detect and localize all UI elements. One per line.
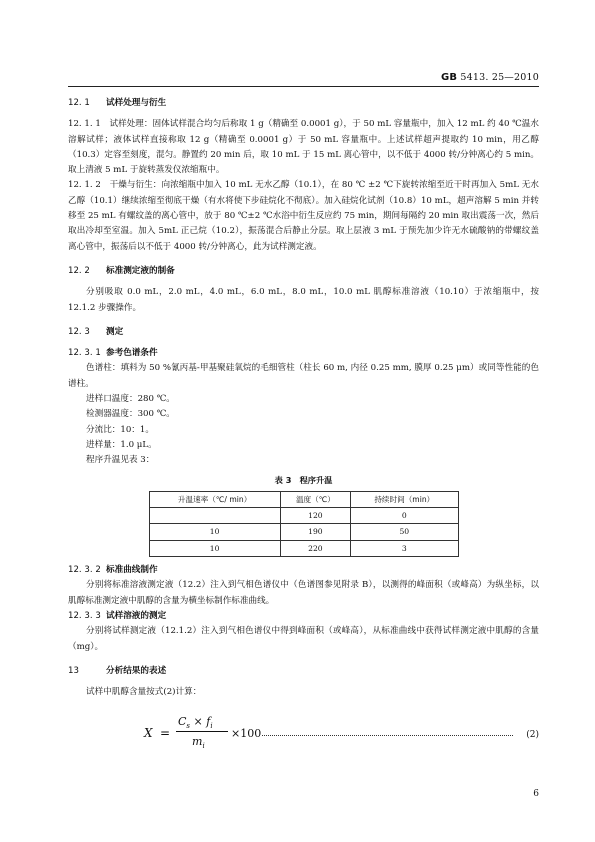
formula-equals: = xyxy=(160,726,171,741)
page-number: 6 xyxy=(533,789,539,799)
section-13-heading xyxy=(68,664,539,679)
formula-f-sub: i xyxy=(210,722,213,731)
formula-c-sub: s xyxy=(186,722,191,731)
injection-volume-text: 进样量：1.0 μL。 xyxy=(86,439,157,450)
section-title: 测定 xyxy=(106,326,124,337)
table-header-cell: 持续时间（min） xyxy=(351,491,458,507)
table-cell: 190 xyxy=(280,524,350,540)
section-title: 标准曲线制作 xyxy=(106,565,158,576)
section-12-3-3-text: 分别将试样测定液（12.1.2）注入到气相色谱仪中得到峰面积（或峰高），从标准曲线中获得试样测定液中肌醇的含量（mg）。 xyxy=(68,626,539,652)
document-body xyxy=(68,96,539,760)
section-title: 试样溶液的测定 xyxy=(106,610,167,621)
inlet-temp-text: 进样口温度：280 ℃。 xyxy=(86,394,175,405)
formula-denominator xyxy=(192,734,205,754)
standard-number: 5413. 25—2010 xyxy=(460,72,539,83)
section-number: 12. 2 xyxy=(68,265,90,276)
formula-times: × xyxy=(193,715,203,729)
section-number: 12. 3. 3 xyxy=(68,610,101,621)
section-12-1-2-text: 12. 1. 2 干燥与衍生：向浓缩瓶中加入 10 mL 无水乙醇（10.1），在 80 ℃ ±2 ℃下旋转浓缩至近干时再加入 5mL 无水乙醇（10.1）继续浓缩至彻底干燥（有水将使下步硅烷化不彻底）。加入硅烷化试剂（10.8）10 mL，超声溶解 5 min 并转移至 25 mL 有螺纹盖的离心管中，放于 80 ℃±2 ℃水浴中衍生反应约 75 min，期间每隔约 20 min 取出震荡一次，然后取出冷却至室温。加入 5mL 正己烷（10.2），振荡混合后静止分层。取上层液 3 mL 于预先加少许无水硫酸钠的带螺纹盖离心管中，振荡后以不低于 4000 转/分钟离心，此为试样测定液。 xyxy=(68,180,539,252)
formula-lhs: X xyxy=(144,726,153,741)
table-cell: 10 xyxy=(149,540,280,556)
section-12-3-heading xyxy=(68,325,539,340)
table-cell: 220 xyxy=(280,540,350,556)
temperature-program-table xyxy=(149,491,459,557)
formula-m: m xyxy=(192,735,203,749)
table-3-caption: 表 3 程序升温 xyxy=(274,474,333,485)
section-number: 12. 3 xyxy=(68,326,90,337)
formula-factor: ×100 xyxy=(231,727,262,741)
standard-prefix: GB xyxy=(440,72,458,83)
formula-f: f xyxy=(206,715,211,729)
section-12-2-heading xyxy=(68,264,539,279)
section-title: 分析结果的表述 xyxy=(106,665,167,676)
detector-temp-text: 检测器温度：300 ℃。 xyxy=(86,409,175,420)
section-number: 12. 1 xyxy=(68,98,90,108)
table-cell: 0 xyxy=(351,508,458,524)
table-cell xyxy=(149,508,280,524)
section-title: 标准测定液的制备 xyxy=(106,265,175,276)
formula-m-sub: i xyxy=(202,742,205,751)
section-title: 试样处理与衍生 xyxy=(106,98,167,108)
section-12-2-text: 分别吸取 0.0 mL，2.0 mL，4.0 mL，6.0 mL，8.0 mL，10.0 mL 肌醇标准溶液（10.10）于浓缩瓶中，按 12.1.2 步骤操作。 xyxy=(68,287,539,313)
gc-column-text: 色谱柱：填料为 50 %氰丙基-甲基聚硅氧烷的毛细管柱（柱长 60 m, 内径 0.25 mm, 膜厚 0.25 μm）或同等性能的色谱柱。 xyxy=(68,363,539,389)
table-cell: 10 xyxy=(149,524,280,540)
formula-2 xyxy=(68,704,539,760)
section-number: 12. 3. 2 xyxy=(68,565,101,576)
table-row xyxy=(149,508,458,524)
split-ratio-text: 分流比：10：1。 xyxy=(86,424,154,435)
section-12-3-3-heading xyxy=(68,609,539,624)
section-12-3-2-text: 分别将标准溶液测定液（12.2）注入到气相色谱仪中（色谱图参见附录 B），以测得的峰面积（或峰高）为纵坐标，以肌醇标准测定液中肌醇的含量为横坐标制作标准曲线。 xyxy=(68,580,539,606)
table-header-row xyxy=(149,491,458,507)
table-header-cell: 温度（℃） xyxy=(280,491,350,507)
section-number: 13 xyxy=(68,665,79,676)
formula-number: (2) xyxy=(526,730,539,741)
standard-code xyxy=(441,72,539,83)
section-12-1-heading xyxy=(68,96,539,111)
formula-leader-dots xyxy=(262,735,513,736)
section-title: 参考色谱条件 xyxy=(106,348,158,359)
section-12-1-1-text: 12. 1. 1 试样处理：固体试样混合均匀后称取 1 g（精确至 0.0001 g），于 50 mL 容量瓶中，加入 12 mL 约 40 ℃温水溶解试样；液体试样直接称取 12 g（精确至 0.0001 g）于 50 mL 容量瓶中。上述试样超声提取约 10 min，用乙醇（10.3）定容至刻度，混匀。静置约 20 min 后，取 10 mL 于 15 mL 离心管中，以不低于 4000 转/分钟离心约 5 min。取上清液 5 mL 于旋转蒸发仪浓缩瓶中。 xyxy=(68,119,539,176)
header-rule xyxy=(68,86,539,87)
section-number: 12. 3. 1 xyxy=(68,348,101,359)
table-cell: 120 xyxy=(280,508,350,524)
fraction-bar xyxy=(176,731,228,732)
table-row xyxy=(149,540,458,556)
section-12-3-2-heading xyxy=(68,563,539,578)
section-12-3-1-heading xyxy=(68,346,539,361)
formula-c: C xyxy=(178,715,187,729)
section-13-text: 试样中肌醇含量按式(2)计算： xyxy=(86,687,202,698)
table-cell: 50 xyxy=(351,524,458,540)
table-row xyxy=(149,524,458,540)
table-cell: 3 xyxy=(351,540,458,556)
program-temp-text: 程序升温见表 3： xyxy=(86,455,155,466)
table-header-cell: 升温速率（℃/ min） xyxy=(149,491,280,507)
